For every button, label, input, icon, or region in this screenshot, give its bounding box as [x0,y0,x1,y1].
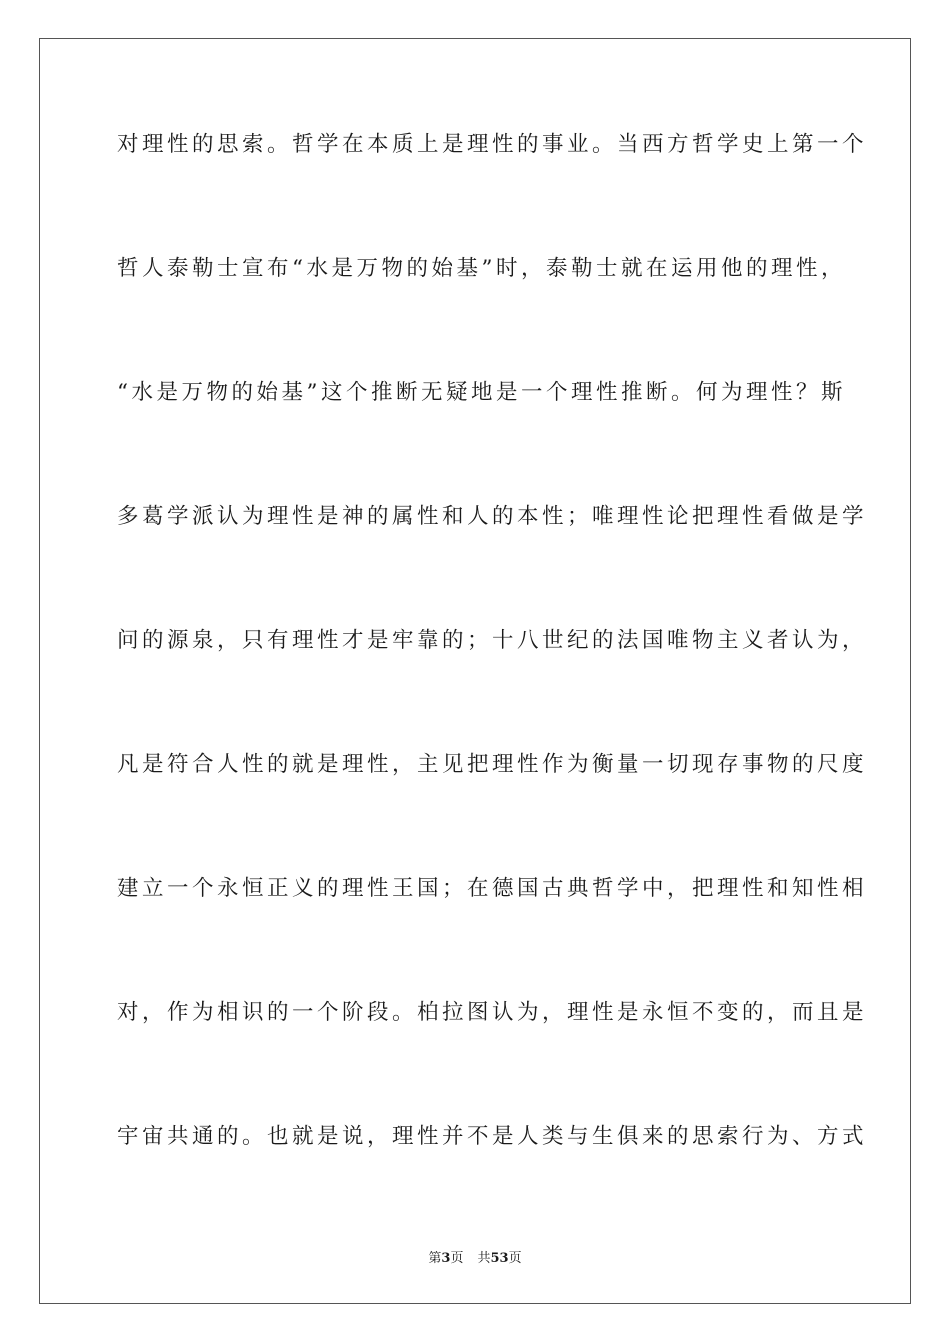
total-prefix: 共 [477,1251,491,1266]
text-line: 对理性的思索。哲学在本质上是理性的事业。当西方哲学史上第一个 [117,132,868,157]
text-line: “水是万物的始基”这个推断无疑地是一个理性推断。何为理性？斯 [117,380,846,405]
text-line: 问的源泉，只有理性才是牢靠的；十八世纪的法国唯物主义者认为， [117,628,868,653]
current-page-number: 3 [441,1251,451,1266]
page-footer [0,1247,950,1266]
text-line: 建立一个永恒正义的理性王国；在德国古典哲学中，把理性和知性相 [117,876,868,901]
total-page-count: 53 [490,1251,509,1266]
text-line: 对，作为相识的一个阶段。柏拉图认为，理性是永恒不变的，而且是 [117,1000,868,1025]
total-suffix: 页 [508,1251,522,1266]
text-line: 凡是符合人性的就是理性，主见把理性作为衡量一切现存事物的尺度 [117,752,868,777]
body-text [117,132,868,1149]
text-line: 多葛学派认为理性是神的属性和人的本性；唯理性论把理性看做是学 [117,504,868,529]
text-line: 宇宙共通的。也就是说，理性并不是人类与生俱来的思索行为、方式 [117,1124,868,1149]
page-prefix: 第 [428,1251,442,1266]
page-suffix: 页 [450,1251,464,1266]
text-line: 哲人泰勒士宣布“水是万物的始基”时，泰勒士就在运用他的理性， [117,256,846,281]
